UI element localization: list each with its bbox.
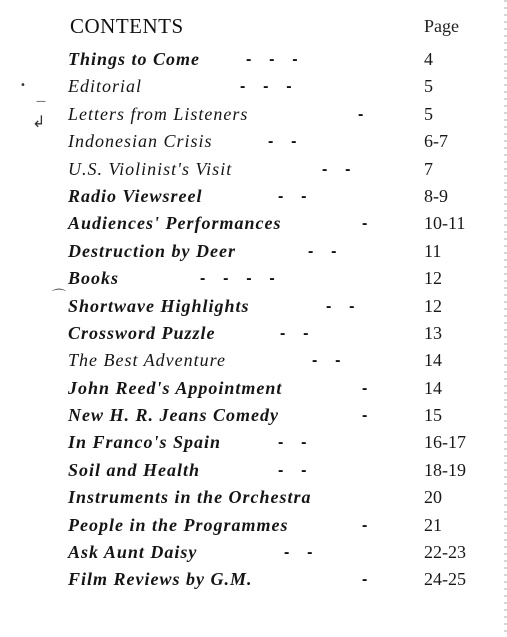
toc-entry <box>68 293 488 320</box>
toc-entry-leader: - - <box>268 133 297 151</box>
toc-entry-leader: - - <box>284 544 313 562</box>
toc-entry-page: 7 <box>424 158 433 179</box>
toc-entry-leader: - - - <box>246 51 298 68</box>
toc-entry-page: 16-17 <box>424 432 466 453</box>
toc-entry-title: Shortwave Highlights <box>68 295 250 316</box>
toc-entry-title: John Reed's Appointment <box>68 377 283 398</box>
toc-entry-title: The Best Adventure <box>68 350 226 371</box>
toc-entry-leader: - - <box>278 461 307 479</box>
toc-entry-leader: - <box>362 407 368 425</box>
toc-entry-title: Letters from Listeners <box>68 103 249 124</box>
toc-entry <box>68 566 488 593</box>
toc-entry-page: 6-7 <box>424 131 448 152</box>
toc-entry-title: Audiences' Performances <box>68 213 282 234</box>
toc-entry-title: Radio Viewsreel <box>68 185 203 206</box>
toc-entry <box>68 320 488 347</box>
toc-entry-page: 4 <box>424 49 433 69</box>
margin-curl-mark: ⌒ <box>52 289 66 305</box>
toc-entry <box>68 265 488 292</box>
toc-entry-title: Soil and Health <box>68 459 201 480</box>
contents-header <box>70 14 480 40</box>
toc-entry <box>68 238 488 265</box>
toc-entry <box>68 156 488 183</box>
toc-entry <box>68 128 488 155</box>
toc-entry-page: 24-25 <box>424 569 466 590</box>
toc-entry-leader: - - <box>280 324 309 342</box>
toc-entry-title: Crossword Puzzle <box>68 322 216 343</box>
contents-heading: CONTENTS <box>70 14 184 38</box>
toc-entry-title: Indonesian Crisis <box>68 131 213 152</box>
toc-entry <box>68 375 488 402</box>
toc-entry-page: 14 <box>424 350 442 371</box>
margin-dot-mark: • <box>20 80 26 91</box>
toc-entry-title: Ask Aunt Daisy <box>68 542 198 563</box>
toc-entry-leader: - - <box>278 434 307 452</box>
toc-entry-title: Editorial <box>68 76 143 97</box>
toc-entry-leader: - - <box>322 160 351 178</box>
toc-entry-page: 15 <box>424 405 442 426</box>
toc-entry-page: 18-19 <box>424 459 466 480</box>
toc-entry-page: 21 <box>424 514 442 535</box>
toc-entry <box>68 512 488 539</box>
toc-entry-page: 20 <box>424 487 442 508</box>
toc-entry-page: 8-9 <box>424 185 448 206</box>
toc-entry-title: Instruments in the Orchestra <box>68 487 312 508</box>
toc-entry <box>68 402 488 429</box>
toc-entry-title: People in the Programmes <box>68 514 289 535</box>
margin-dash-mark: — <box>36 96 46 107</box>
toc-entry-page: 13 <box>424 322 442 343</box>
toc-entry-title: Film Reviews by G.M. <box>68 569 253 590</box>
toc-entry-leader: - - <box>326 297 355 315</box>
toc-entry <box>68 457 488 484</box>
toc-entry-leader: - <box>362 571 368 589</box>
toc-entry-leader: - <box>362 516 368 534</box>
page-column-heading: Page <box>424 16 459 36</box>
toc-entry <box>68 539 488 566</box>
toc-entry-page: 11 <box>424 240 442 261</box>
toc-entry <box>68 429 488 456</box>
toc-entry-title: U.S. Violinist's Visit <box>68 158 233 179</box>
toc-entry <box>68 73 488 100</box>
toc-entry-title: Books <box>68 268 120 289</box>
toc-entry-page: 14 <box>424 377 442 398</box>
toc-entry-title: In Franco's Spain <box>68 432 222 453</box>
toc-entry-title: Destruction by Deer <box>68 240 236 261</box>
contents-list <box>68 46 488 594</box>
toc-entry-page: 12 <box>424 295 442 316</box>
toc-entry-leader: - - <box>312 352 341 370</box>
toc-entry <box>68 101 488 128</box>
margin-arrow-mark: ↲ <box>32 112 46 131</box>
toc-entry-page: 5 <box>424 103 433 124</box>
toc-entry-page: 10-11 <box>424 213 466 234</box>
toc-entry-leader: - - <box>278 187 307 205</box>
toc-entry-leader: - <box>362 379 368 397</box>
toc-entry-leader: - <box>358 105 364 123</box>
toc-entry-leader: - <box>362 215 368 233</box>
toc-entry-page: 5 <box>424 76 433 97</box>
toc-entry <box>68 46 488 73</box>
toc-entry <box>68 210 488 237</box>
toc-entry-leader: - - - <box>240 78 292 96</box>
toc-entry-page: 22-23 <box>424 542 466 563</box>
toc-entry <box>68 347 488 374</box>
toc-entry-leader: - - - - <box>200 270 275 288</box>
toc-entry-title: Things to Come <box>68 49 201 69</box>
toc-entry <box>68 484 488 511</box>
toc-entry-page: 12 <box>424 268 442 289</box>
toc-entry-title: New H. R. Jeans Comedy <box>68 405 279 426</box>
toc-entry <box>68 183 488 210</box>
toc-entry-leader: - - <box>308 242 337 260</box>
